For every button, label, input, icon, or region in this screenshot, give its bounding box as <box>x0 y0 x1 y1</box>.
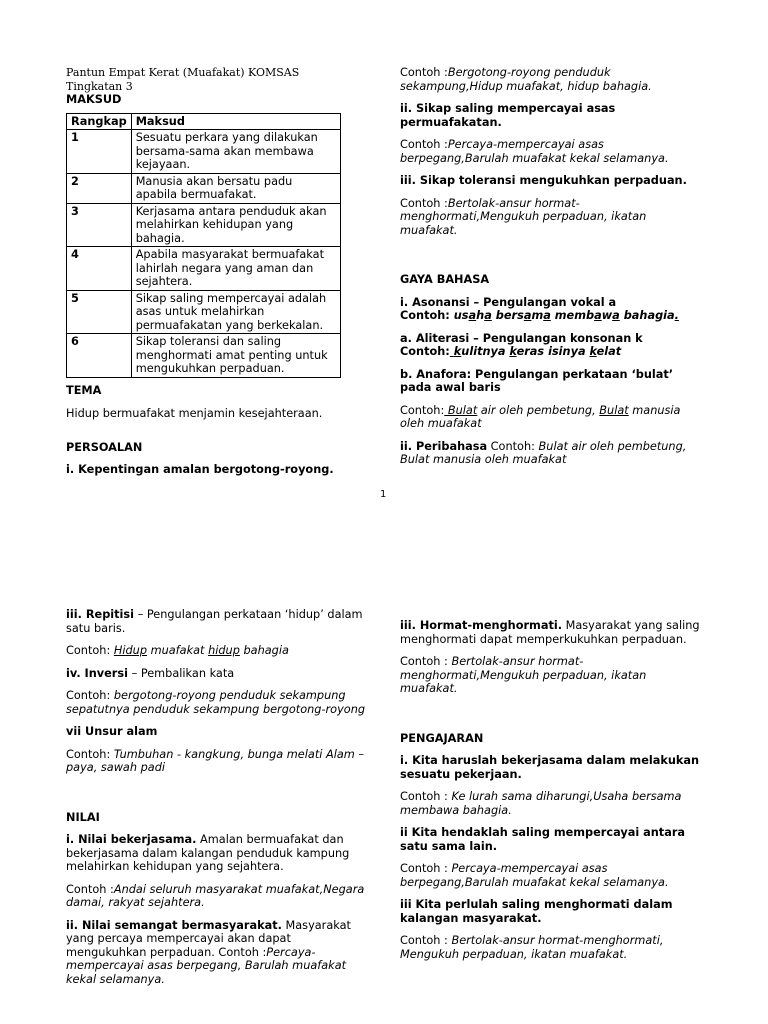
asonansi-example <box>454 309 679 322</box>
table-row <box>67 290 341 334</box>
contoh-label: Contoh: <box>66 644 114 657</box>
asonansi-contoh <box>400 309 702 323</box>
maksud-text: Apabila masyarakat bermuafakat lahirlah negara yang aman dan sejahtera. <box>131 247 340 291</box>
asonansi-title: i. Asonansi – Pengulangan vokal a <box>400 295 617 309</box>
example-fragment: bers <box>491 309 524 322</box>
pengajaran-2-contoh <box>400 862 702 889</box>
anafora-title: b. Anafora: Pengulangan perkataan ‘bulat’ pada awal baris <box>400 367 674 394</box>
example-fragment: muafakat <box>147 644 209 657</box>
aliterasi-contoh <box>400 345 702 359</box>
contoh-label: Contoh : <box>400 934 452 947</box>
example-fragment: h <box>476 309 485 322</box>
tema-heading: TEMA <box>66 384 102 398</box>
repitisi-text: – Pengulangan perkataan ‘hidup’ dalam satu baris. <box>66 608 363 635</box>
example-fragment: eras isinya <box>516 345 590 358</box>
unsur-alam-contoh <box>66 748 368 775</box>
inversi-title: iv. Inversi <box>66 666 128 680</box>
hormat-text: Masyarakat yang saling menghormati dapat memperkukuhkan perpaduan. <box>400 619 700 646</box>
nilai-1-text: Amalan bermuafakat dan bekerjasama dalam kalangan penduduk kampung melahirkan kehidupan yang sejahtera. <box>66 833 350 873</box>
pengajaran-1-example: Ke lurah sama diharungi,Usaha bersama membawa bahagia. <box>400 790 682 817</box>
table-row <box>67 130 341 174</box>
contoh-label: Contoh: <box>400 309 454 322</box>
contoh-label: Contoh: <box>66 747 114 761</box>
pengajaran-2-title: ii Kita hendaklah saling mempercayai antara satu sama lain. <box>400 826 686 853</box>
example-fragment: elat <box>596 345 622 358</box>
maksud-text: Manusia akan bersatu padu apabila bermuafakat. <box>131 173 340 203</box>
vowel-a-underlined: a <box>594 309 602 322</box>
contoh-label: Contoh : <box>400 862 452 875</box>
vowel-a-underlined: a <box>612 309 620 322</box>
contoh-label: Contoh: <box>400 403 445 417</box>
rangkap-number: 3 <box>67 203 132 247</box>
vowel-a-underlined: a <box>468 309 477 322</box>
contoh-label: Contoh : <box>400 196 448 210</box>
anafora-bulat-2: Bulat <box>599 403 629 417</box>
gaya-bahasa-heading: GAYA BAHASA <box>400 273 490 286</box>
repitisi-hidup-2: hidup <box>208 644 240 657</box>
example-fragment: bahagia <box>239 644 289 657</box>
inversi <box>66 667 368 681</box>
aliterasi-example <box>450 345 621 358</box>
example-fragment: air oleh pembetung, <box>477 403 600 417</box>
consonant-k-underlined: k <box>509 345 517 358</box>
contoh-label: Contoh: <box>66 689 114 702</box>
page2-left-column <box>66 608 368 986</box>
table-row <box>67 247 341 291</box>
maksud-table <box>66 113 341 378</box>
persoalan-heading: PERSOALAN <box>66 441 143 455</box>
page2-right-column <box>400 619 702 961</box>
contoh-label: Contoh : <box>400 790 452 803</box>
table-header-maksud: Maksud <box>131 113 340 130</box>
inversi-text: – Pembalikan kata <box>127 666 235 680</box>
nilai-2-text: Masyarakat yang percaya mempercayai akan dapat mengukuhkan perpaduan. Contoh : <box>66 918 351 959</box>
rangkap-number: 1 <box>67 130 132 174</box>
persoalan-item-1: i. Kepentingan amalan bergotong-royong. <box>66 463 334 477</box>
rangkap-number: 5 <box>67 290 132 334</box>
contoh-label: Contoh : <box>400 138 448 151</box>
nilai-2-example: Percaya-mempercayai asas berpegang, Barulah muafakat kekal selamanya. <box>66 945 347 986</box>
contoh-text: Bergotong-royong penduduk sekampung,Hidup muafakat, hidup bahagia. <box>400 66 652 93</box>
example-fragment: ulitnya <box>461 345 510 358</box>
repitisi-hidup-1: Hidup <box>113 644 147 657</box>
hormat-menghormati <box>400 619 702 646</box>
repitisi-title: iii. Repitisi <box>66 608 135 621</box>
anafora-contoh <box>400 404 702 431</box>
example-fragment: w <box>601 309 613 322</box>
nilai-1-example: Andai seluruh masyarakat muafakat,Negara damai, rakyat sejahtera. <box>66 882 365 909</box>
contoh-text: Percaya-mempercayai asas berpegang,Barulah muafakat kekal selamanya. <box>400 138 669 165</box>
contoh-label: Contoh: <box>487 439 539 453</box>
contoh-text: Bertolak-ansur hormat-menghormati,Mengukuh perpaduan, ikatan muafakat. <box>400 196 647 237</box>
rangkap-number: 6 <box>67 334 132 378</box>
hormat-title: iii. Hormat-menghormati. <box>400 619 563 632</box>
page1-right-column <box>400 66 702 467</box>
vowel-a-underlined: a <box>523 309 532 322</box>
vowel-a-underlined: a <box>484 309 492 322</box>
maksud-text: Sikap toleransi dan saling menghormati amat penting untuk mengukuhkan perpaduan. <box>131 334 340 378</box>
maksud-heading: MAKSUD <box>66 93 122 106</box>
tema-text: Hidup bermuafakat menjamin kesejahteraan. <box>66 407 323 421</box>
example-fragment: m <box>531 309 544 322</box>
contoh-label: Contoh : <box>400 655 452 668</box>
vowel-a-underlined: a <box>543 309 551 322</box>
contoh-label: Contoh: <box>400 345 450 358</box>
page-number: 1 <box>380 489 387 500</box>
maksud-text: Kerjasama antara penduduk akan melahirkan kehidupan yang bahagia. <box>131 203 340 247</box>
peribahasa <box>400 440 702 467</box>
inversi-example: bergotong-royong penduduk sekampung sepatutnya penduduk sekampung bergotong-royong <box>66 689 366 716</box>
table-header-row <box>67 113 341 130</box>
repitisi-contoh <box>66 644 368 658</box>
aliterasi-title: a. Aliterasi – Pengulangan konsonan k <box>400 331 643 345</box>
contoh-1 <box>400 66 702 93</box>
nilai-heading: NILAI <box>66 810 100 824</box>
page1-left-column <box>66 66 356 378</box>
rangkap-number: 2 <box>67 173 132 203</box>
consonant-k-underlined: k <box>589 345 597 358</box>
repitisi <box>66 608 368 635</box>
nilai-2-title: ii. Nilai semangat bermasyarakat. <box>66 918 282 932</box>
example-fragment: memb <box>550 309 595 322</box>
table-row <box>67 203 341 247</box>
rangkap-number: 4 <box>67 247 132 291</box>
document-header-title: Pantun Empat Kerat (Muafakat) KOMSAS Tingkatan 3 <box>66 66 300 93</box>
anafora-bulat-1: Bulat <box>444 403 478 417</box>
table-header-rangkap: Rangkap <box>67 113 132 130</box>
pengajaran-2-example: Percaya-mempercayai asas berpegang,Barulah muafakat kekal selamanya. <box>400 862 669 889</box>
contoh-2 <box>400 138 702 165</box>
contoh-label: Contoh : <box>400 66 448 79</box>
pengajaran-heading: PENGAJARAN <box>400 731 484 745</box>
inversi-contoh <box>66 689 368 716</box>
peribahasa-title: ii. Peribahasa <box>400 439 488 453</box>
persoalan-item-2: ii. Sikap saling mempercayai asas permuafakatan. <box>400 102 616 129</box>
example-fragment: . <box>674 309 679 322</box>
contoh-label: Contoh : <box>66 882 114 896</box>
consonant-k-underlined: k <box>453 345 462 358</box>
example-fragment: us <box>453 309 469 322</box>
example-fragment: bahagia <box>619 309 675 322</box>
pengajaran-1-title: i. Kita haruslah bekerjasama dalam melakukan sesuatu pekerjaan. <box>400 754 700 781</box>
pengajaran-3-title: iii Kita perlulah saling menghormati dalam kalangan masyarakat. <box>400 898 673 925</box>
pengajaran-1-contoh <box>400 790 702 817</box>
nilai-1 <box>66 833 368 874</box>
unsur-alam-title: vii Unsur alam <box>66 725 158 738</box>
pengajaran-3-example: Bertolak-ansur hormat-menghormati, Mengukuh perpaduan, ikatan muafakat. <box>400 934 664 961</box>
example-fragment: manusia oleh muafakat <box>400 403 681 430</box>
hormat-example: Bertolak-ansur hormat-menghormati,Mengukuh perpaduan, ikatan muafakat. <box>400 655 647 695</box>
persoalan-item-3: iii. Sikap toleransi mengukuhkan perpaduan. <box>400 174 687 187</box>
nilai-1-title: i. Nilai bekerjasama. <box>66 833 197 846</box>
table-row <box>67 334 341 378</box>
unsur-alam-example: Tumbuhan - kangkung, bunga melati Alam – paya, sawah padi <box>66 747 365 774</box>
nilai-1-contoh <box>66 883 368 910</box>
table-row <box>67 173 341 203</box>
maksud-text: Sesuatu perkara yang dilakukan bersama-sama akan membawa kejayaan. <box>131 130 340 174</box>
pengajaran-3-contoh <box>400 934 702 961</box>
maksud-text: Sikap saling mempercayai adalah asas untuk melahirkan permuafakatan yang berkekalan. <box>131 290 340 334</box>
contoh-3 <box>400 197 702 238</box>
hormat-contoh <box>400 655 702 696</box>
nilai-2 <box>66 919 368 987</box>
peribahasa-example: Bulat air oleh pembetung, Bulat manusia oleh muafakat <box>400 439 687 466</box>
